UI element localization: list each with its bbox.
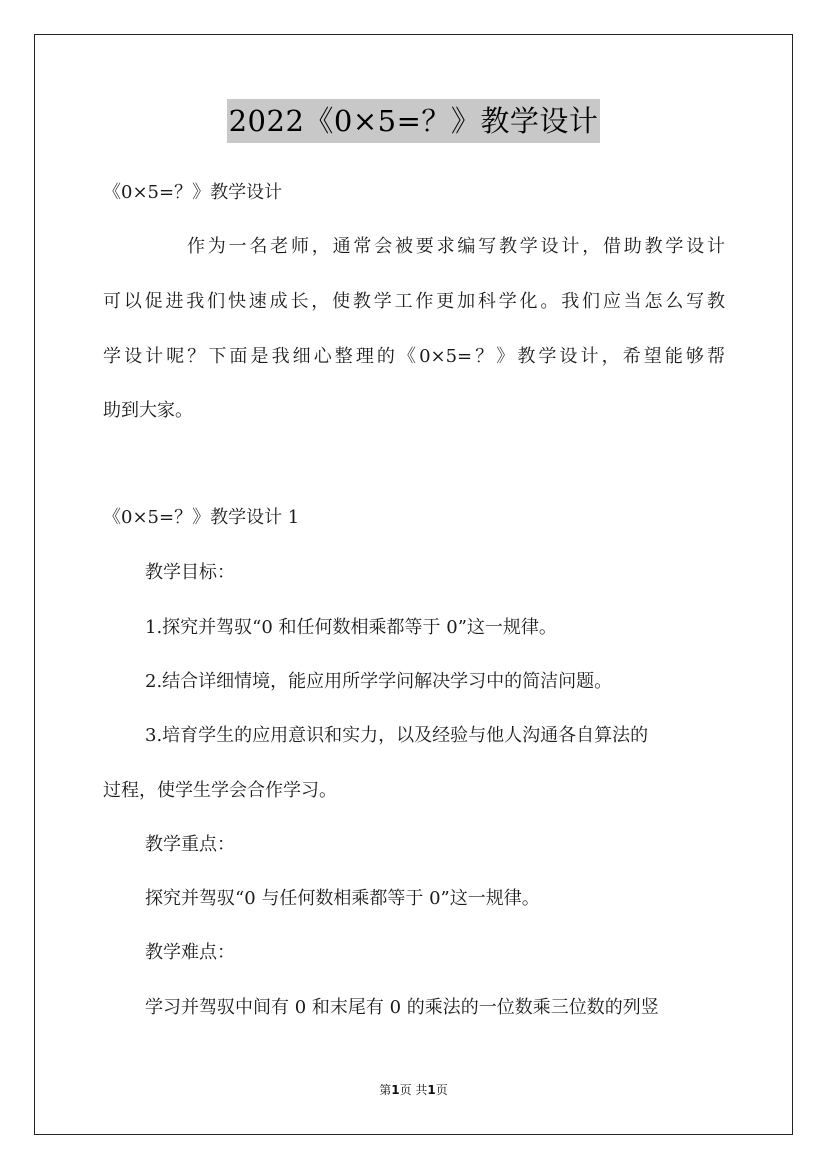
intro-line-2: 可以促进我们快速成长，使教学工作更加科学化。我们应当怎么写教 <box>103 291 725 312</box>
key-points-label: 教学重点： <box>145 834 235 855</box>
intro-line-4: 助到大家。 <box>103 400 193 421</box>
title-container <box>0 99 827 143</box>
page-suffix: 页 <box>435 1083 448 1097</box>
key-point-text: 探究并驾驭“0 与任何数相乘都等于 0”这一规律。 <box>145 888 540 909</box>
goal-item-2: 2.结合详细情境，能应用所学学问解决学习中的简洁问题。 <box>145 671 613 692</box>
goals-label: 教学目标： <box>145 562 235 583</box>
page-prefix: 第 <box>379 1083 392 1097</box>
goal-item-1: 1.探究并驾驭“0 和任何数相乘都等于 0”这一规律。 <box>145 617 557 638</box>
page-mid: 页 共 <box>399 1083 428 1097</box>
document-title: 2022《0×5=？》教学设计 <box>227 99 601 143</box>
goal-item-3-continued: 过程，使学生学会合作学习。 <box>103 780 337 801</box>
goal-item-3: 3.培育学生的应用意识和实力，以及经验与他人沟通各自算法的 <box>145 725 649 746</box>
difficulty-label: 教学难点： <box>145 942 235 963</box>
intro-line-3: 学设计呢？下面是我细心整理的《0×5=？》教学设计，希望能够帮 <box>103 346 725 367</box>
section-heading: 《0×5=？》教学设计 1 <box>103 507 300 528</box>
page-footer <box>0 1082 827 1098</box>
difficulty-text: 学习并驾驭中间有 0 和末尾有 0 的乘法的一位数乘三位数的列竖 <box>145 997 659 1018</box>
page-total: 1 <box>427 1083 436 1097</box>
page-current: 1 <box>391 1083 400 1097</box>
intro-line-1: 作为一名老师，通常会被要求编写教学设计，借助教学设计 <box>187 236 725 257</box>
document-subtitle: 《0×5=？》教学设计 <box>103 182 283 203</box>
